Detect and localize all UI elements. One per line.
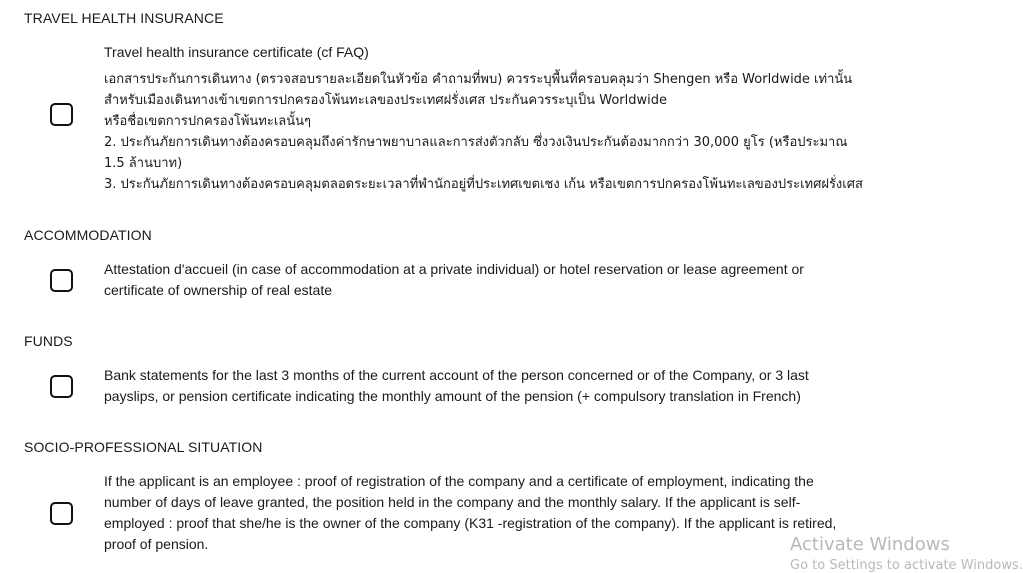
thai-line: 1.5 ล้านบาท) [104,156,183,171]
thai-line: 2. ประกันภัยการเดินทางต้องครอบคลุมถึงค่ารักษาพยาบาลและการส่งตัวกลับ ซึ่งวงเงินประกันต้องมากกว่า 30,000 ยูโร (หรือประมาณ [104,135,848,150]
funds-line: Bank statements for the last 3 months of the current account of the person concerned or of the Company, or 3 last [104,367,809,383]
thai-line: สำหรับเมืองเดินทางเข้าเขตการปกครองโพ้นทะเลของประเทศฝรั่งเศส ประกันควรระบุเป็น Worldwide [104,93,667,108]
section-title-travel-health-insurance: TRAVEL HEALTH INSURANCE [24,10,224,26]
socio-professional-text [104,471,846,555]
checkbox-funds[interactable] [50,375,73,398]
thai-line: 3. ประกันภัยการเดินทางต้องครอบคลุมตลอดระยะเวลาที่พำนักอยู่ที่ประเทศเขตเชง เก้น หรือเขตการปกครองโพ้นทะเลของประเทศฝรั่งเศส [104,177,863,192]
funds-line: payslips, or pension certificate indicating the monthly amount of the pension (+ compulsory translation in French) [104,388,801,404]
travel-insurance-heading: Travel health insurance certificate (cf FAQ) [104,44,369,60]
section-title-funds: FUNDS [24,333,73,349]
accommodation-line: Attestation d'accueil (in case of accommodation at a private individual) or hotel reservation or lease agreement or [104,261,804,277]
socio-line: proof of pension. [104,536,209,552]
accommodation-text [104,259,846,301]
checkbox-socio-professional[interactable] [50,502,73,525]
activate-windows-watermark: Activate Windows [790,534,950,555]
activate-windows-subtext: Go to Settings to activate Windows. [790,558,1023,573]
funds-text [104,365,846,407]
travel-insurance-text [104,42,863,195]
socio-line: employed : proof that she/he is the owner of the company (K31 -registration of the company). If the applicant is retired, [104,515,837,531]
checkbox-accommodation[interactable] [50,269,73,292]
checkbox-travel-health-insurance[interactable] [50,103,73,126]
section-title-socio-professional: SOCIO-PROFESSIONAL SITUATION [24,439,263,455]
accommodation-line: certificate of ownership of real estate [104,282,333,298]
socio-line: number of days of leave granted, the position held in the company and the monthly salary. If the applicant is self- [104,494,801,510]
thai-line: เอกสารประกันการเดินทาง (ตรวจสอบรายละเอียดในหัวข้อ คำถามที่พบ) ควรระบุพื้นที่ครอบคลุมว่า Shengen หรือ Worldwide เท่านั้น [104,72,853,87]
socio-line: If the applicant is an employee : proof of registration of the company and a certificate of employment, indicating the [104,473,814,489]
section-title-accommodation: ACCOMMODATION [24,227,152,243]
thai-line: หรือชื่อเขตการปกครองโพ้นทะเลนั้นๆ [104,114,312,129]
